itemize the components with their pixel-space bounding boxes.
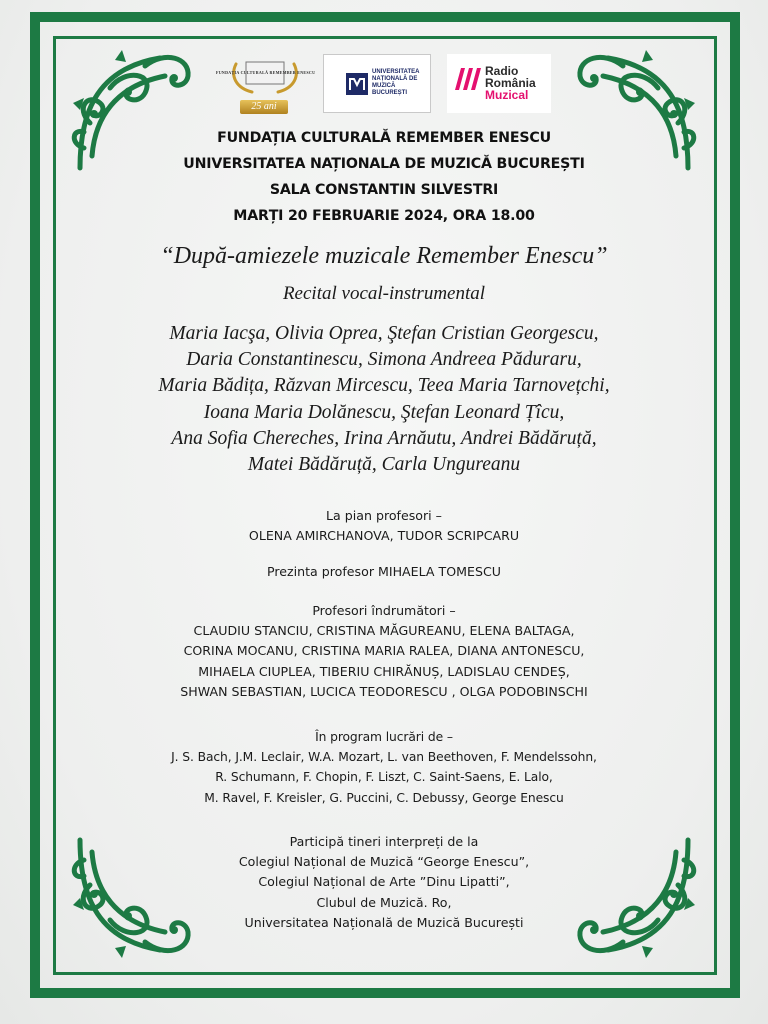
header-line: UNIVERSITATEA NAȚIONALA DE MUZICĂ BUCUREȘTI: [183, 156, 585, 172]
performers-line: Ioana Maria Dolănescu, Ştefan Leonard Țîcu,: [203, 401, 565, 423]
radio-wave-icon: [453, 64, 483, 94]
radio-logo-text: [485, 65, 536, 101]
unmb-mark-icon: [346, 73, 368, 95]
mentors-section: [80, 601, 688, 702]
header-line: FUNDAȚIA CULTURALĂ REMEMBER ENESCU: [217, 130, 551, 146]
performers-line: Daria Constantinescu, Simona Andreea Păduraru,: [186, 349, 582, 371]
unmb-logo-text: [372, 69, 419, 97]
mentors-label: Profesori îndrumători –: [312, 603, 456, 618]
radio-romania-muzical-logo: [447, 54, 551, 113]
event-subtitle: Recital vocal-instrumental: [282, 283, 486, 304]
program-line: M. Ravel, F. Kreisler, G. Puccini, C. Debussy, George Enescu: [204, 790, 564, 805]
piano-names: OLENA AMIRCHANOVA, TUDOR SCRIPCARU: [248, 528, 520, 544]
unmb-logo: [323, 54, 431, 113]
unmb-line: UNIVERSITATEA: [372, 69, 420, 75]
performers-list: [80, 321, 688, 478]
participants-line: Clubul de Muzică. Ro,: [316, 894, 452, 910]
unmb-line: NAȚIONALĂ DE: [372, 76, 418, 82]
performers-line: Maria Bădița, Răzvan Mircescu, Teea Maria Tarnovețchi,: [158, 375, 610, 397]
participants-line: Colegiul Național de Muzică “George Enescu”,: [238, 854, 530, 870]
unmb-line: MUZICĂ: [372, 83, 396, 89]
participants-line: Colegiul Național de Arte ”Dinu Lipatti”,: [258, 874, 510, 890]
enescu-logo-text: FUNDAŢIA CULTURALĂ REMEMBER ENESCU: [216, 70, 316, 75]
participants-section: [80, 832, 688, 933]
radio-line: Radio: [485, 64, 519, 78]
event-title: “După-amiezele muzicale Remember Enescu”: [160, 243, 608, 269]
presenter: Prezinta profesor MIHAELA TOMESCU: [267, 564, 501, 579]
radio-line: România: [485, 76, 536, 90]
performers-line: Matei Bădăruță, Carla Ungureanu: [247, 454, 521, 476]
program-line: R. Schumann, F. Chopin, F. Liszt, C. Saint-Saens, E. Lalo,: [215, 770, 553, 785]
event-header: [80, 125, 688, 229]
piano-section: [80, 506, 688, 546]
enescu-anniversary-badge: 25 ani: [240, 100, 288, 114]
mentors-line: CORINA MOCANU, CRISTINA MARIA RALEA, DIANA ANTONESCU,: [183, 643, 585, 659]
participants-line: Universitatea Națională de Muzică București: [244, 914, 524, 930]
mentors-line: MIHAELA CIUPLEA, TIBERIU CHIRĂNUȘ, LADISLAU CENDEȘ,: [198, 663, 570, 679]
piano-label: La pian profesori –: [326, 508, 442, 523]
program-label: În program lucrări de –: [315, 730, 453, 744]
performers-line: Ana Sofia Chereches, Irina Arnăutu, Andrei Bădăruță,: [171, 427, 597, 449]
mentors-line: CLAUDIU STANCIU, CRISTINA MĂGUREANU, ELENA BALTAGA,: [193, 623, 575, 639]
remember-enescu-logo: [216, 50, 316, 120]
mentors-line: SHWAN SEBASTIAN, LUCICA TEODORESCU , OLGA PODOBINSCHI: [180, 683, 588, 699]
participants-line: Participă tineri interpreți de la: [289, 834, 479, 849]
header-line: SALA CONSTANTIN SILVESTRI: [269, 182, 499, 198]
unmb-line: BUCUREȘTI: [372, 90, 408, 96]
radio-line: Muzical: [485, 88, 529, 102]
program-line: J. S. Bach, J.M. Leclair, W.A. Mozart, L. van Beethoven, F. Mendelssohn,: [171, 750, 597, 765]
laurel-wreath-icon: [230, 60, 300, 94]
header-line: MARȚI 20 FEBRUARIE 2024, ORA 18.00: [233, 208, 535, 224]
performers-line: Maria Iacşa, Olivia Oprea, Ştefan Cristian Georgescu,: [169, 323, 599, 344]
program-section: [80, 727, 688, 808]
